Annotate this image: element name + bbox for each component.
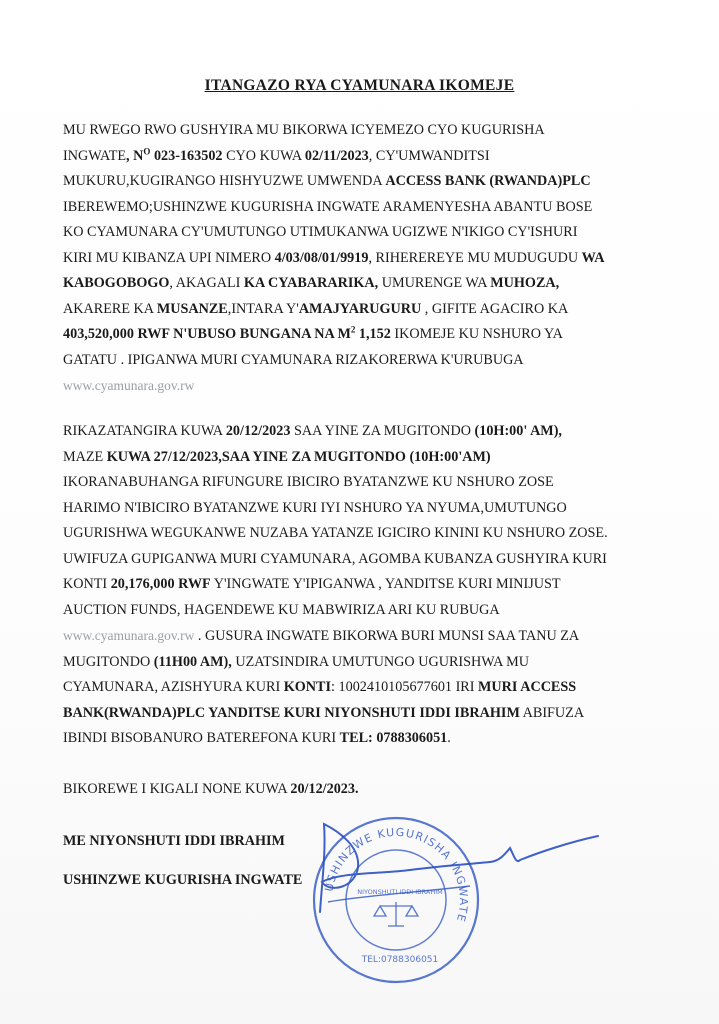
handwritten-signature <box>300 812 600 922</box>
text-line <box>63 373 663 400</box>
signatory-name: ME NIYONSHUTI IDDI IBRAHIM <box>63 833 285 849</box>
text-line: GATATU . IPIGANWA MURI CYAMUNARA RIZAKORERWA K'URUBUGA <box>63 351 524 368</box>
text-line: MUGITONDO (11H00 AM), UZATSINDIRA UMUTUNGO UGURISHWA MU <box>63 653 529 670</box>
text-line: MUKURU,KUGIRANGO HISHYUZWE UMWENDA ACCESS BANK (RWANDA)PLC <box>63 173 591 189</box>
paragraph-auction-schedule <box>63 419 663 752</box>
paragraph-place-date <box>63 777 663 803</box>
text-line: BIKOREWE I KIGALI NONE KUWA 20/12/2023. <box>63 781 359 797</box>
text-line: AUCTION FUNDS, HAGENDEWE KU MABWIRIZA ARI KU RUBUGA <box>63 601 500 618</box>
website-link[interactable]: www.cyamunara.gov.rw <box>63 378 195 393</box>
text-line: KONTI 20,176,000 RWF Y'INGWATE Y'IPIGANWA , YANDITSE KURI MINIJUST <box>63 576 561 592</box>
text-line: UWIFUZA GUPIGANWA MURI CYAMUNARA, AGOMBA KUBANZA GUSHYIRA KURI <box>63 550 607 567</box>
text-line: KABOGOBOGO, AKAGALI KA CYABARARIKA, UMURENGE WA MUHOZA, <box>63 275 560 291</box>
text-line: MAZE KUWA 27/12/2023,SAA YINE ZA MUGITONDO (10H:00'AM) <box>63 448 491 465</box>
notice-title: ITANGAZO RYA CYAMUNARA IKOMEJE <box>204 77 515 94</box>
text-line: www.cyamunara.gov.rw . GUSURA INGWATE BIKORWA BURI MUNSI SAA TANU ZA <box>63 628 580 644</box>
text-line: 403,520,000 RWF N'UBUSO BUNGANA NA $M^2$ 1,152 IKOMEJE KU NSHURO YA <box>63 324 563 342</box>
text-line: INGWATE, $N^O$ 023-163502 CYO KUWA 02/11/2023, CY'UMWANDITSI <box>63 145 490 164</box>
text-line: CYAMUNARA, AZISHYURA KURI KONTI: 1002410105677601 IRI MURI ACCESS <box>63 679 577 695</box>
text-line: IBINDI BISOBANURO BATEREFONA KURI TEL: 0788306051. <box>63 730 451 746</box>
text-line: UGURISHWA WEGUKANWE NUZABA YATANZE IGICIRO KININI KU NSHURO ZOSE. <box>63 525 608 541</box>
text-line: KIRI MU KIBANZA UPI NIMERO 4/03/08/01/9919, RIHEREREYE MU MUDUGUDU WA <box>63 249 605 266</box>
text-line: AKARERE KA MUSANZE,INTARA Y'AMAJYARUGURU , GIFITE AGACIRO KA <box>63 300 569 317</box>
website-link[interactable]: www.cyamunara.gov.rw <box>63 628 195 643</box>
text-line: HARIMO N'IBICIRO BYATANZWE KURI IYI NSHURO YA NYUMA,UMUTUNGO <box>63 499 567 516</box>
text-line: BANK(RWANDA)PLC YANDITSE KURI NIYONSHUTI IDDI IBRAHIM ABIFUZA <box>63 704 585 721</box>
text-line: RIKAZATANGIRA KUWA 20/12/2023 SAA YINE ZA MUGITONDO (10H:00' AM), <box>63 423 562 439</box>
text-line: IKORANABUHANGA RIFUNGURE IBICIRO BYATANZWE KU NSHURO ZOSE <box>63 474 554 490</box>
text-line: MU RWEGO RWO GUSHYIRA MU BIKORWA ICYEMEZO CYO KUGURISHA <box>63 122 545 138</box>
paragraph-auction-details <box>63 118 663 400</box>
stamp-tel: TEL:0788306051 <box>361 955 439 965</box>
stamp-inner-name: NIYONSHUTI IDDI IBRAHIM <box>357 888 443 896</box>
signatory-role: USHINZWE KUGURISHA INGWATE <box>63 872 303 888</box>
text-line: IBEREWEMO;USHINZWE KUGURISHA INGWATE ARAMENYESHA ABANTU BOSE <box>63 198 593 215</box>
text-line: KO CYAMUNARA CY'UMUTUNGO UTIMUKANWA UGIZWE N'IKIGO CY'ISHURI <box>63 224 578 240</box>
stamp-ring-text: USHINZWE KUGURISHA INGWATE <box>322 825 471 924</box>
